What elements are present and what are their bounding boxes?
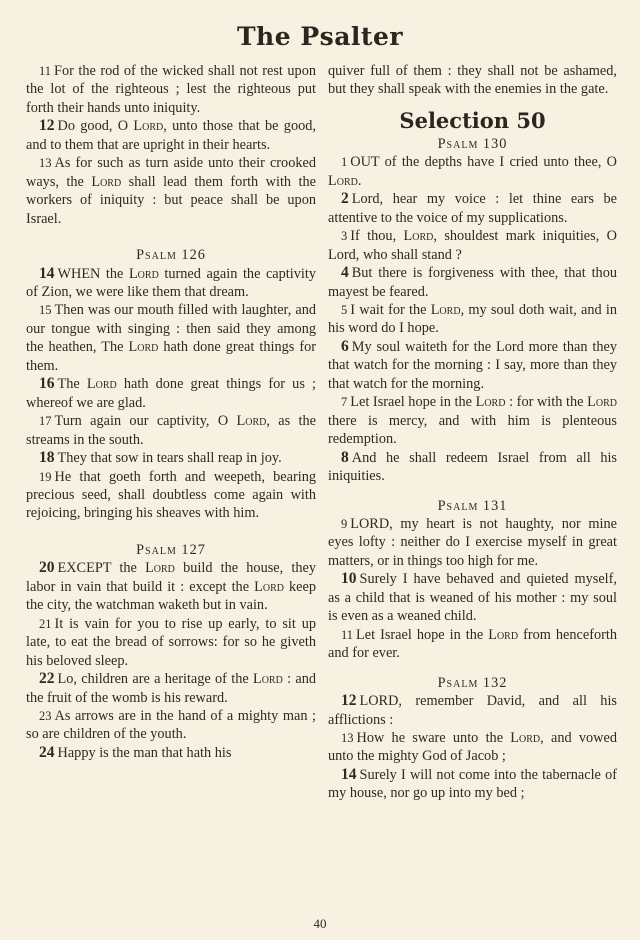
verse-text: shall lead them forth with the workers of iniquity : but peace shall be upon Israel. [26,173,316,227]
verse [328,626,617,663]
verse-number: 3 [341,229,348,244]
verse-number: 5 [341,302,348,317]
verse-text: Surely I will not come into the tabernacle of my house, nor go up into my bed ; [328,766,617,802]
lord-smallcaps: Lord [145,560,175,577]
psalm-heading: Psalm 127 [136,541,206,558]
verse [26,265,316,302]
verse [328,515,617,570]
verse-number: 13 [341,730,354,745]
verse-text: For the rod of the wicked shall not rest upon the lot of the righteous ; lest the righteous put forth their hands unto iniquity. [26,63,316,116]
verse [328,190,617,227]
verse-text: OUT of the depths have I cried unto thee, O [350,154,617,171]
verse-text: , shouldest mark iniquities, O Lord, who shall stand ? [328,228,617,263]
verse [26,117,316,154]
lord-smallcaps: Lord [86,376,117,393]
verse [26,615,316,670]
verse-text: Do good, O [57,118,134,135]
verse [328,570,617,625]
psalm-heading: Psalm 132 [437,674,508,691]
verse-text: , unto those that be good, and to them that are upright in their hearts. [26,118,316,153]
verse-text: Lo, children are a heritage of the [57,671,253,688]
verse-text: How he sware unto the [356,729,511,746]
right-column [328,62,617,803]
verse-number: 13 [39,156,52,171]
verse [328,729,617,766]
verse-number: 18 [39,449,55,467]
verse [26,468,316,523]
verse-text: Lord, hear my voice : let thine ears be attentive to the voice of my supplications. [328,191,617,226]
verse-text: Let Israel hope in the [350,394,476,411]
verse-number: 4 [341,264,349,282]
verse-text: WHEN the [57,265,129,282]
verse-number: 6 [341,337,349,355]
lord-smallcaps: Lord [252,671,283,688]
verse-text: Turn again our captivity, O [54,413,237,430]
verse-text: The [57,376,87,393]
verse-text: : for with the [505,394,588,411]
verse [328,338,617,393]
page-title: The Psalter [236,22,404,51]
verse-text: LORD, my heart is not haughty, nor mine eyes lofty : neither do I exercise myself in great matters, or in things too high for me. [328,515,617,569]
verse-text: I wait for the [350,301,431,318]
psalm-heading: Psalm 126 [136,247,206,264]
verse-text: . [357,172,362,189]
verse-number: 21 [39,616,52,631]
verse-text: If thou, [350,228,404,245]
verse [328,301,617,338]
verse [26,375,316,412]
verse-number: 10 [341,570,357,588]
verse-text: It is vain for you to rise up early, to sit up late, to eat the bread of sorrows: for so he giveth his beloved sleep. [26,615,316,669]
verse [328,766,617,803]
verse-text: turned again the captivity of Zion, we were like them that dream. [26,265,316,300]
verse [26,670,316,707]
verse-number: 15 [39,303,52,318]
lord-smallcaps: Lord [128,265,159,282]
verse [26,744,316,762]
psalm-heading: Psalm 131 [437,497,508,514]
verse [26,412,316,449]
verse-text: hath done great things for them. [26,339,317,374]
lord-smallcaps: Lord [403,228,434,245]
lord-smallcaps: Lord [510,729,541,746]
verse-number: 9 [341,516,348,531]
verse-text: from henceforth and for ever. [328,626,617,662]
verse-text: But there is forgiveness with thee, that thou mayest be feared. [328,265,617,300]
lord-smallcaps: Lord [475,394,506,411]
verse [328,692,617,729]
verse-text: build the house, they labor in vain that build it : except the [26,560,316,595]
verse-text: hath done great things for us ; whereof we are glad. [26,376,316,411]
verse-number: 16 [39,375,55,393]
verse [328,227,617,264]
verse-text: Let Israel hope in the [356,626,489,643]
verse-text: EXCEPT the [57,560,146,577]
verse [26,559,316,614]
lord-smallcaps: Lord [254,578,284,595]
lord-smallcaps: Lord [430,301,461,318]
lord-smallcaps: Lord [128,339,159,356]
verse-text: Then was our mouth filled with laughter, and our tongue with singing : then said they among the heathen, The [26,302,316,356]
verse [328,393,617,448]
lord-smallcaps: Lord [587,394,617,411]
verse-number: 8 [341,448,349,466]
verse-text: He that goeth forth and weepeth, bearing precious seed, shall doubtless come again with rejoicing, bringing his sheaves with him. [26,468,316,522]
verse-text: there is mercy, and with him is plenteous redemption. [328,412,617,448]
verse-text: LORD, remember David, and all his afflictions : [328,693,617,728]
verse [328,449,617,486]
verse-text: My soul waiteth for the Lord more than they that watch for the morning : I say, more than they that watch for the morning. [328,338,617,392]
left-column [26,62,316,762]
verse [26,707,316,744]
verse-number: 14 [39,264,55,282]
verse-text: , my soul doth wait, and in his word do I hope. [328,301,618,337]
page-number: 40 [313,916,327,931]
verse-text: As for such as turn aside unto their crooked ways, the [26,155,316,190]
verse-text: Surely I have behaved and quieted myself, as a child that is weaned of his mother : my soul is even as a weaned child. [328,571,617,625]
verse [26,62,316,117]
lord-smallcaps: Lord [328,172,358,189]
verse-number: 24 [39,743,55,761]
verse [26,301,316,375]
verse-number: 23 [39,708,52,723]
selection-heading: Selection 50 [399,107,546,133]
verse-text: And he shall redeem Israel from all his iniquities. [328,449,617,485]
verse-number: 22 [39,670,55,688]
verse [26,154,316,228]
verse-text: keep the city, the watchman waketh but in vain. [26,578,317,614]
verse-number: 12 [341,692,357,710]
verse [328,153,617,190]
verse-number: 20 [39,559,55,577]
psalm-heading: Psalm 130 [437,135,508,152]
verse-text: Happy is the man that hath his [57,744,232,761]
verse-text: : and the fruit of the womb is his reward. [26,671,317,706]
verse-continuation: quiver full of them : they shall not be ashamed, but they shall speak with the enemies in the gate. [328,63,617,98]
lord-smallcaps: Lord [488,626,519,643]
lord-smallcaps: Lord [133,118,164,135]
verse-number: 1 [341,155,348,170]
verse-number: 17 [39,414,52,429]
lord-smallcaps: Lord [91,173,122,190]
lord-smallcaps: Lord [236,413,267,430]
verse-number: 7 [341,395,348,410]
verse-number: 11 [341,627,354,642]
verse [26,449,316,467]
verse-number: 12 [39,117,55,135]
verse-number: 11 [39,64,52,78]
verse-number: 14 [341,765,357,783]
verse-text: They that sow in tears shall reap in joy. [57,450,282,467]
verse-number: 19 [39,469,52,484]
verse-text: , and vowed unto the mighty God of Jacob ; [328,729,617,765]
verse [328,264,617,301]
verse-text: As arrows are in the hand of a mighty man ; so are children of the youth. [26,707,316,743]
verse-text: , as the streams in the south. [26,413,316,448]
verse-number: 2 [341,190,349,208]
